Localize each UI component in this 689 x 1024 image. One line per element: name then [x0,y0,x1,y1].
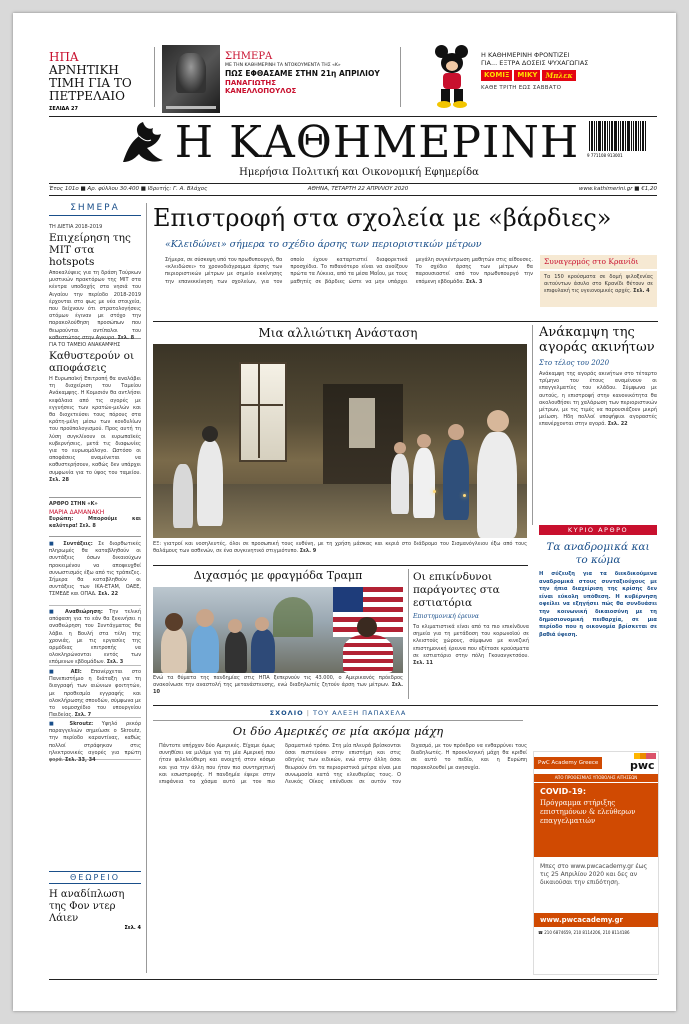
sidebar-brief[interactable]: ■ AEI: Επανέρχεται στο Πανεπιστήμιο η διάταξη για τη διαγραφή των αιώνιων φοιτητών, με προθεσμία εγγραφής και ολοκλήρωσης σπουδών, σύμφωνα με το νομοσχέδιο του υπουργείου Παιδείας. Σελ. 7 [49,669,142,719]
ad-main-panel [534,783,658,857]
masthead-subtitle: Ημερήσια Πολιτική και Οικονομική Εφημερίδα [239,167,479,178]
sidebar-header: ΣΗΜΕΡΑ [49,203,141,216]
pwc-logo-text: pwc [630,759,655,772]
story-lead: Η Ευρωπαϊκή Επιτροπή θα αναλάβει τη διαχείριση του Ταμείου Ανάκαμψης. Η Κομισιόν θα αντλήσει κεφάλαια από τις αγορές με εγγυήσεις των κρατών-μελών και θα διοχετεύσει τους πόρους στα κράτη-μέλη μέσω των κονδυλίων του προϋπολογισμού. Προς αυτή τη λύση συγκλίνουν οι ευρωπαϊκές κυβερνήσεις, μετά τις διαφωνίες για το ευρωομόλογο. Ωστόσο οι αποφάσεις αναμένεται να καθυστερήσουν, καθώς δεν υπάρχει συμφωνία για το ύψος του ταμείου. Σελ. 28 [49,376,141,483]
brief-page: Σελ. 3 [106,659,124,666]
restaurants-text: Τα κλιματιστικά είναι από τα πιο επικίνδυνα σημεία για τη μετάδοση του κορωνοϊού σε κλειστούς χώρους, σύμφωνα με κινεζική επιστημονική έρευνα που εξέτασε κρούσματα σε εστιατόριο στην πόλη Γκουανγκτσόου. Σελ. 11 [413,624,529,667]
brief-page: Σελ. 33, 34 [65,757,96,764]
photo-story-caption: ΕΞ: γιατροί και νοσηλευτές, όλοι σε προσωπική τους ευθύνη, με τη χρήση μάσκας και κεριά στο διάδρομο του Σισμανόγλειου έξω από τους θαλάμους των ασθενών, σε ένα συγκινητικό στιγμιότυπο. Σελ. 9 [153,541,527,555]
brief-title: AEI: [70,669,82,675]
brief-title: Συντάξεις: [63,541,93,547]
pwc-advertisement[interactable] [533,751,659,975]
story-lead: Αποκαλύψεις για τη δράση Τούρκων μυστικών πρακτόρων της ΜΙΤ στα κέντρα υποδοχής στα νησιά του Αιγαίου την περίοδο 2018-2019 έρχονται στο φως με νέα στοιχεία, που δείχνουν ότι στρατολογήσεις ατόμων έγιναν με στόχο την παρακολούθηση προσώπων που θεωρούνται αντίπαλοι του καθεστώτος στην Αγκυρα. Σελ. 8 [49,270,141,341]
sidebar-briefs [49,541,142,764]
recovery-story[interactable] [539,325,657,521]
photo-story-headline[interactable]: Μια αλλιώτικη Ανάσταση [258,326,418,340]
sidebar-theoreio[interactable] [49,871,141,931]
editorial[interactable] [539,525,657,703]
barcode-number: 9 771108 913001 [587,153,623,158]
trump-headline[interactable]: Διχασμός με φραγμόδα Τραμπ [193,569,363,582]
restaurants-subtitle: Επιστημονική έρευνα [413,613,479,620]
ad-sponsor-line: ΑΠΟ ΠΡΟΘΕΣΜΙΑΣ ΥΠΟΒΟΛΗΣ ΑΙΤΗΣΕΩΝ [534,774,658,782]
hospital-corridor-photo [153,344,527,538]
sidebar-story-fund[interactable] [49,342,141,491]
sidebar [49,203,141,973]
comic-title-komix: ΚΟΜΙΞ [481,70,512,81]
pwc-logo-icon [626,753,658,773]
main-subhead: «Κλειδώνει» σήμερα το σχέδιο άρσης των περιοριστικών μέτρων [165,239,482,250]
story-kicker: ΓΙΑ ΤΟ ΤΑΜΕΙΟ ΑΝΑΚΑΜΨΗΣ [49,342,121,348]
teaser-april21-kicker: ΣΗΜΕΡΑ [225,51,273,62]
column-header: ΣΧΟΛΙΟ | ΤΟΥ ΑΛΕΞΗ ΠΑΠΑΧΕΛΑ [269,709,407,717]
dateline-left: Έτος 101ο ■ Αρ. φύλλου 30.400 ■ Ιδρυτής: Γ. Α. Βλάχος [49,186,208,192]
ad-url[interactable]: www.pwcacademy.gr [534,913,658,927]
ad-phone: ☎ 210 6874659, 210 8114206, 210 8114186 [538,930,630,935]
kranidi-box[interactable] [540,255,657,315]
story-author: ΜΑΡΙΑ ΔΑΜΑΝΑΚΗ [49,509,105,516]
teaser-april21-title: ΠΩΣ ΕΦΘΑΣΑΜΕ ΣΤΗΝ 21η ΑΠΡΙΛΙΟΥ [225,69,380,78]
ad-brand: PwC Academy Greece [534,757,602,769]
teaser-oil-page: ΣΕΛΙΔΑ 27 [49,106,78,112]
theoreio-title: Η αναδίπλωση της Φον ντερ Λάιεν [49,889,125,924]
column-label: ΣΧΟΛΙΟ [269,709,304,717]
teaser-oil-kicker: ΗΠΑ [49,50,79,64]
column-text: Πάντοτε υπήρχαν δύο Αμερικές. Είχαμε όμως συνηθίσει να μιλάμε για τη μία Αμερική που ήταν φιλελεύθερη και ανοιχτή στον κόσμο και για την άλλη που ήταν πιο συντηρητική και εσωστρεφής. Η πανδημία έφερε στην επιφάνεια το χάσμα αυτό με τον πιο δραματικό τρόπο. Στη μία πλευρά βρίσκονται όσοι πιστεύουν στην επιστήμη και στις οδηγίες των ειδικών, ενώ στην άλλη όσοι θεωρούν ότι τα περιοριστικά μέτρα είναι μια συνωμοσία κατά της ελευθερίας τους. Ο Λευκός Οίκος επένδυσε σε αυτόν τον διχασμό, με τον πρόεδρο να ενθαρρύνει τους διαδηλωτές. Η προεκλογική μάχη θα κριθεί σε αυτό το πεδίο, και η Ευρώπη παρακολουθεί με ανησυχία. [159,743,527,786]
recovery-title: Ανάκαμψη της αγοράς ακινήτων [539,325,655,355]
story-title: Επιχείρηση της ΜΙΤ στα hotspots [49,232,131,268]
brief-text: Επανέρχεται στο Πανεπιστήμιο η διάταξη για τη διαγραφή των αιώνιων φοιτητών, με προθεσμία εγγραφής και ολοκλήρωσης σπουδών, σύμφωνα με το νομοσχέδιο του υπουργείου Παιδείας. [49,669,142,719]
sidebar-story-damanaki[interactable] [49,501,141,532]
editorial-text: Η σύζευξη για τα διεκδικούμενα αναδρομικά στους συνταξιούχους με την ήπια διαχείριση της κρίσης δεν είναι εύκολη υπόθεση. Η κυβέρνηση οφείλει να εξηγήσει πώς θα συνδυάσει την κοινωνική δικαιοσύνη με τη δημοσιονομική πειθαρχία, σε μια περίοδο που η οικονομία βρίσκεται σε βαθιά ύφεση. [539,571,657,638]
comic-title-blek: Μπλεκ [542,70,575,81]
dateline-right: www.kathimerini.gr ■ €1,20 [578,186,657,192]
teaser-comics[interactable] [481,51,656,111]
kranidi-title: Συναγερμός στο Κρανίδι [540,255,657,269]
story-kicker: ΑΡΘΡΟ ΣΤΗΝ «Κ» [49,501,98,507]
column-author: ΤΟΥ ΑΛΕΞΗ ΠΑΠΑΧΕΛΑ [312,709,407,717]
mickey-mascot-image [433,43,473,111]
brief-title: Skroutz: [69,721,94,727]
teaser-april21-sub: ΜΕ ΤΗΝ ΚΑΘΗΜΕΡΙΝΗ ΤΑ ΝΤΟΚΟΥΜΕΝΤΑ ΤΗΣ «Κ» [225,63,341,68]
ad-title: COVID-19: [540,787,587,796]
sidebar-brief[interactable]: ■ Συντάξεις: Σε διορθωτικές πληρωμές θα καταβληθούν οι συντάξεις όσων δικαιούχων προκειμένου να αποφευχθεί συνωστισμός έξω από τις τράπεζες. Σήμερα θα καταβληθούν οι συντάξεις των ΙΚΑ-ΕΤΑΜ, ΟΑΕΕ, ΤΣΜΕΔΕ και ΟΠΑΔ. Σελ. 22 [49,541,142,598]
restaurants-story[interactable] [413,571,529,699]
teaser-comics-line1: Η ΚΑΘΗΜΕΡΙΝΗ ΦΡΟΝΤΙΖΕΙ [481,51,570,59]
brief-text: Την τελική απόφαση για το εάν θα ξεκινήσει η αναθεώρηση του Συντάγματος θα λάβει η Βουλή στα τέλη της χρονιάς, με τις εργασίες της αρμόδιας επιτροπής να ολοκληρώνονται εντός των επόμενων εβδομάδων. [49,609,141,666]
main-headline[interactable]: Επιστροφή στα σχολεία με «βάρδιες» [153,204,612,232]
kranidi-text: Τα 150 κρούσματα σε δομή φιλοξενίας αιτούντων άσυλο στο Κρανίδι θέτουν σε επιφυλακή τις υγειονομικές αρχές. Σελ. 4 [540,271,657,307]
recovery-subtitle: Στο τέλος του 2020 [539,359,610,367]
story-lead: Ευρώπη: Μπορούμε και καλύτερα! Σελ. 8 [49,516,141,530]
column-title[interactable]: Οι δύο Αμερικές σε μία ακόμα μάχη [232,724,444,738]
teaser-april21-author: ΠΑΝΑΓΙΩΤΗΣ ΚΑΝΕΛΛΟΠΟΥΛΟΣ [225,79,297,95]
theoreio-page: Σελ. 4 [124,925,141,931]
teaser-oil-title: ΑΡΝΗΤΙΚΗ ΤΙΜΗ ΓΙΑ ΤΟ ΠΕΤΡΕΛΑΙΟ [49,63,132,103]
brief-text: Υψηλό ρεκόρ παραγγελιών σημείωσε ο Skroutz, την περίοδο καραντίνας, καθώς πολλοί στράφηκαν στις ηλεκτρονικές αγορές για πρώτη φορά. [49,721,141,764]
ad-subtitle: Πρόγραμμα στήριξης επιστημόνων & ελεύθερων επαγγελματιών [540,799,636,825]
brief-title: Αναθεώρηση: [64,609,103,615]
masthead-logo-icon [117,120,169,170]
barcode [587,121,639,165]
editorial-title: Τα αναδρομικά και το κώμα [546,541,650,566]
brief-text: Σε διορθωτικές πληρωμές θα καταβληθούν οι συντάξεις όσων δικαιούχων προκειμένου να αποφευχθεί συνωστισμός έξω από τις τράπεζες. Σήμερα θα καταβληθούν οι συντάξεις των ΙΚΑ-ΕΤΑΜ, ΟΑΕΕ, ΤΣΜΕΔΕ και ΟΠΑΔ. [49,541,142,598]
theoreio-header: ΘΕΩΡΕΙΟ [49,871,141,884]
brief-page: Σελ. 22 [98,591,119,598]
book-cover-image [162,45,220,113]
masthead-title[interactable]: Η ΚΑΘΗΜΕΡΙΝΗ [174,117,580,168]
sidebar-brief[interactable]: ■ Skroutz: Υψηλό ρεκόρ παραγγελιών σημείωσε ο Skroutz, την περίοδο καραντίνας, καθώς πολλοί στράφηκαν στις ηλεκτρονικές αγορές για πρώτη φορά. Σελ. 33, 34 [49,721,141,764]
dateline-date: ΑΘΗΝΑ, ΤΕΤΑΡΤΗ 22 ΑΠΡΙΛΙΟΥ 2020 [307,186,409,192]
sidebar-story-mit[interactable] [49,224,141,341]
restaurants-title: Οι επικίνδυνοι παράγοντες στα εστιατόρια [413,571,500,609]
teaser-april21[interactable] [225,51,395,109]
sidebar-brief[interactable]: ■ Αναθεώρηση: Την τελική απόφαση για το εάν θα ξεκινήσει η αναθεώρηση του Συντάγματος θα λάβει η Βουλή στα τέλη της χρονιάς, με τις εργασίες της αρμόδιας επιτροπής να ολοκληρώνονται εντός των επόμενων εβδομάδων. Σελ. 3 [49,609,141,666]
main-story-text: Σήμερα, σε σύσκεψη υπό τον πρωθυπουργό, θα «κλειδώσει» το χρονοδιάγραμμα άρσης των περιοριστικών μέτρων με σημείο εκκίνησης την επανεκκίνηση των σχολείων, για τον οποίο έχουν καταρτιστεί διαφορετικά προσχέδια. Το πιθανότερο είναι να ανοίξουν πρώτα τα Λύκεια, από τα μέσα Μαΐου, με τους μαθητές σε βάρδιες ώστε να μην υπάρχει μεγάλη συγκέντρωση μαθητών στις αίθουσες. Το σχέδιο άρσης των μέτρων θα παρουσιαστεί από τον πρωθυπουργό την επόμενη εβδομάδα. Σελ. 3 [165,257,533,285]
comic-title-miky: ΜΙΚΥ [514,70,540,81]
ad-body: Μπες στο www.pwcacademy.gr έως τις 25 Απριλίου 2020 και δες αν δικαιούσαι την επιδότηση. [540,863,648,886]
brief-page: Σελ. 7 [74,712,92,719]
story-kicker: ΤΗ ΔΙΕΤΙΑ 2018-2019 [49,224,103,230]
protest-photo [153,587,403,673]
story-title: Καθυστερούν οι αποφάσεις [49,350,135,374]
teaser-comics-days: ΚΑΘΕ ΤΡΙΤΗ ΕΩΣ ΣΑΒΒΑΤΟ [481,85,562,91]
recovery-text: Ανάκαμψη της αγοράς ακινήτων στο τέταρτο τρίμηνο του έτους αναμένουν οι επαγγελματίες του κλάδου. Σύμφωνα με αυτούς, η επιστροφή στην κανονικότητα θα ακολουθήσει τη χαλάρωση των περιοριστικών μέτρων, με τις τιμές να παρουσιάζουν μικρή μείωση. Ηδη πολλοί υποψήφιοι αγοραστές επανέρχονται στην αγορά. Σελ. 22 [539,371,657,428]
editorial-label: ΚΥΡΙΟ ΑΡΘΡΟ [539,525,657,535]
trump-caption: Ενώ τα θύματα της πανδημίας στις ΗΠΑ ξεπερνούν τις 43.000, ο Αμερικανός πρόεδρος ανακοίνωσε την αναστολή της μετανάστευσης, ενώ διαδηλωτές ζητούν άρση των μέτρων. Σελ. 10 [153,675,403,696]
teaser-comics-line2: ΓΙΑ... ΕΞΤΡΑ ΔΟΣΕΙΣ ΨΥΧΑΓΩΓΙΑΣ [481,59,589,67]
teaser-oil[interactable] [49,50,149,112]
newspaper-page [13,13,676,1011]
